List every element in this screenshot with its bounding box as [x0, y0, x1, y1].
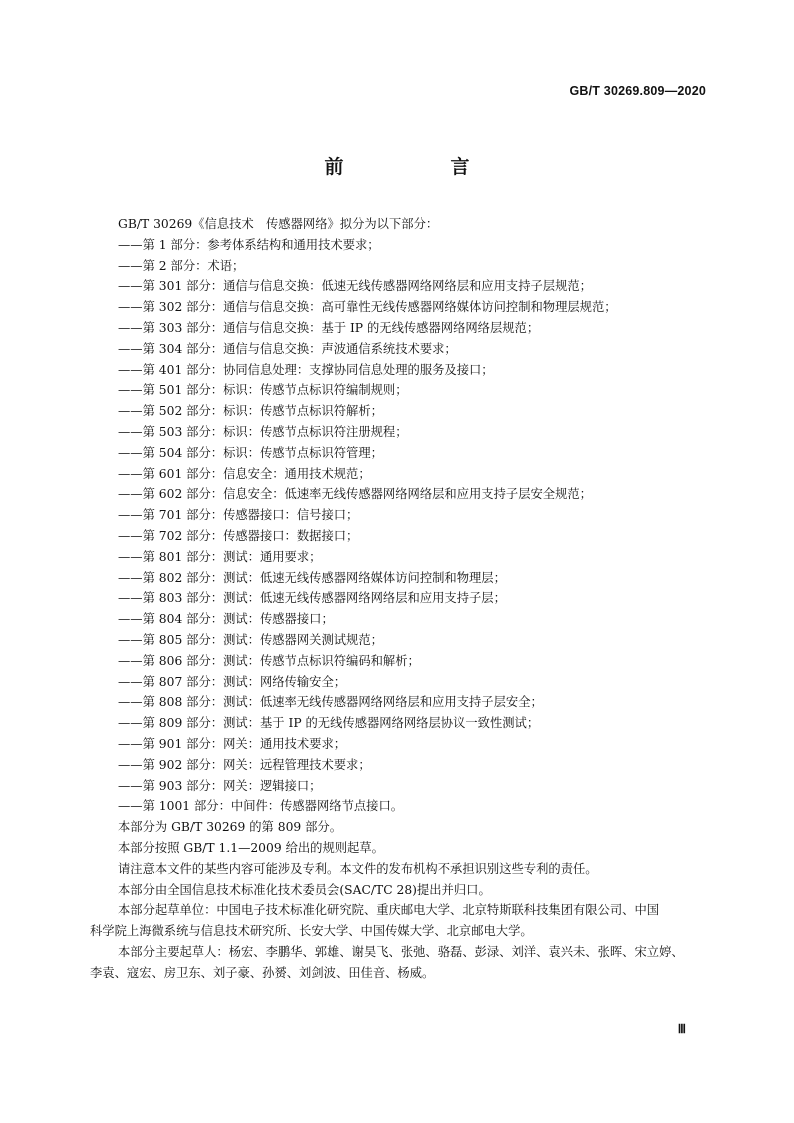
- list-item: ——第 807 部分：测试：网络传输安全；: [118, 674, 347, 689]
- list-item: ——第 903 部分：网关：逻辑接口；: [118, 778, 322, 793]
- list-item: ——第 401 部分：协同信息处理：支撑协同信息处理的服务及接口；: [118, 362, 494, 377]
- statement-line: 本部分由全国信息技术标准化技术委员会(SAC/TC 28)提出并归口。: [118, 882, 491, 897]
- list-item: ——第 2 部分：术语；: [118, 258, 245, 273]
- list-item: ——第 802 部分：测试：低速无线传感器网络媒体访问控制和物理层；: [118, 570, 506, 585]
- list-item: ——第 805 部分：测试：传感器网关测试规范；: [118, 632, 383, 647]
- statement-line: 请注意本文件的某些内容可能涉及专利。本文件的发布机构不承担识别这些专利的责任。: [118, 861, 598, 876]
- list-item: ——第 501 部分：标识：传感节点标识符编制规则；: [118, 383, 408, 398]
- list-item: ——第 303 部分：通信与信息交换：基于 IP 的无线传感器网络网络层规范；: [118, 320, 540, 335]
- list-item: ——第 801 部分：测试：通用要求；: [118, 549, 322, 564]
- list-item: ——第 503 部分：标识：传感节点标识符注册规程；: [118, 424, 408, 439]
- list-item: ——第 902 部分：网关：远程管理技术要求；: [118, 757, 371, 772]
- standard-code: GB/T 30269.809—2020: [569, 84, 706, 98]
- list-item: ——第 301 部分：通信与信息交换：低速无线传感器网络网络层和应用支持子层规范；: [118, 279, 592, 294]
- drafters-line-2: 李袁、寇宏、房卫东、刘子豪、孙赟、刘剑波、田佳音、杨威。: [90, 965, 435, 980]
- list-item: ——第 701 部分：传感器接口：信号接口；: [118, 508, 359, 523]
- statement-line: 本部分为 GB/T 30269 的第 809 部分。: [118, 820, 343, 835]
- list-item: ——第 901 部分：网关：通用技术要求；: [118, 736, 347, 751]
- list-item: ——第 809 部分：测试：基于 IP 的无线传感器网络网络层协议一致性测试；: [118, 716, 540, 731]
- list-item: ——第 502 部分：标识：传感节点标识符解析；: [118, 404, 383, 419]
- list-item: ——第 1 部分：参考体系结构和通用技术要求；: [118, 237, 380, 252]
- page-number: Ⅲ: [677, 1022, 686, 1036]
- intro-line: GB/T 30269《信息技术 传感器网络》拟分为以下部分：: [118, 217, 439, 231]
- list-item: ——第 302 部分：通信与信息交换：高可靠性无线传感器网络媒体访问控制和物理层规范；: [118, 300, 617, 315]
- drafting-units-line-1: 本部分起草单位：中国电子技术标准化研究院、重庆邮电大学、北京特斯联科技集团有限公司、中国: [118, 903, 660, 918]
- list-item: ——第 804 部分：测试：传感器接口；: [118, 612, 334, 627]
- drafting-units-line-2: 科学院上海微系统与信息技术研究所、长安大学、中国传媒大学、北京邮电大学。: [90, 924, 533, 939]
- list-item: ——第 702 部分：传感器接口：数据接口；: [118, 528, 359, 543]
- list-item: ——第 1001 部分：中间件：传感器网络节点接口。: [118, 799, 404, 814]
- list-item: ——第 808 部分：测试：低速率无线传感器网络网络层和应用支持子层安全；: [118, 695, 543, 710]
- list-item: ——第 601 部分：信息安全：通用技术规范；: [118, 466, 371, 481]
- list-item: ——第 602 部分：信息安全：低速率无线传感器网络网络层和应用支持子层安全规范；: [118, 487, 592, 502]
- list-item: ——第 803 部分：测试：低速无线传感器网络网络层和应用支持子层；: [118, 591, 506, 606]
- drafters-line-1: 本部分主要起草人：杨宏、李鹏华、郭雄、谢昊飞、张弛、骆磊、彭渌、刘洋、袁兴未、张晖、宋立婷、: [118, 944, 684, 959]
- list-item: ——第 504 部分：标识：传感节点标识符管理；: [118, 445, 383, 460]
- document-body: [90, 214, 706, 983]
- list-item: ——第 304 部分：通信与信息交换：声波通信系统技术要求；: [118, 341, 457, 356]
- list-item: ——第 806 部分：测试：传感节点标识符编码和解析；: [118, 653, 420, 668]
- statement-line: 本部分按照 GB/T 1.1—2009 给出的规则起草。: [118, 840, 384, 855]
- page-title: 前 言: [324, 156, 514, 178]
